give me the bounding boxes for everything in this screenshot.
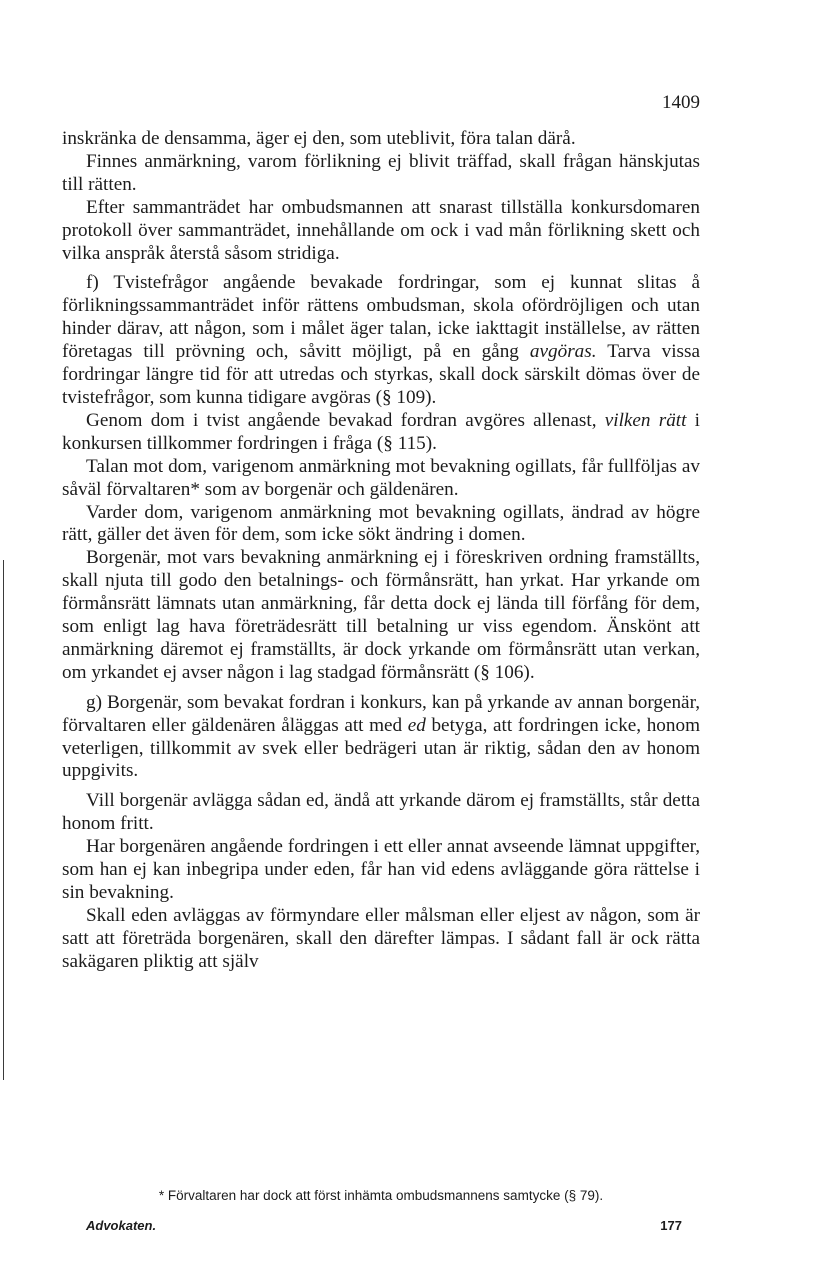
- paragraph: inskränka de densamma, äger ej den, som uteblivit, föra talan därå.: [62, 128, 576, 149]
- footer-publication: Advokaten.: [86, 1218, 157, 1233]
- page-number: 1409: [662, 92, 700, 113]
- scan-edge-line: [3, 560, 4, 1080]
- text-run: Genom dom i tvist angående bevakad fordran avgöres allenast,: [86, 409, 605, 431]
- paragraph: Borgenär, mot vars bevakning anmärkning ej i föreskriven ordning framställts, skall njuta till godo den betalnings- och förmånsrätt, han yrkat. Har yrkande om förmånsrätt lämnats utan anmärkning, får detta dock ej lända till förfång för dem, som enligt lag hava företrädesrätt till betalning ur viss egendom. Änskönt att anmärkning däremot ej framställts, är dock yrkande om förmånsrätt utan verkan, om yrkandet ej avser någon i lag stadgad förmånsrätt (§ 106).: [62, 547, 700, 683]
- text-run: g) Borgenär, som bevakat fordran i konkurs, kan på yrkande av annan borgenär, förvaltaren eller gäldenären åläggas att med: [62, 691, 700, 736]
- paragraph: [62, 410, 700, 456]
- text-run: f) Tvistefrågor angående bevakade fordringar, som ej kunnat slitas å förlikningssammanträdet inför rättens ombudsman, skola ofördröjligen och utan hinder därav, att någon, som i målet äger talan, icke iakttagit inställelse, av rätten företagas till prövning och, såvitt möjligt, på en gång: [62, 272, 700, 363]
- footnote: * Förvaltaren har dock att först inhämta ombudsmannens samtycke (§ 79).: [158, 1188, 604, 1203]
- paragraph: Skall eden avläggas av förmyndare eller målsman eller eljest av någon, som är satt att företräda borgenären, skall den därefter lämpas. I sådant fall är ock rätta sakägaren pliktig att själv: [62, 904, 700, 972]
- section-g-paragraph: [62, 692, 700, 784]
- italic-run: vilken rätt: [604, 409, 687, 431]
- paragraph: Vill borgenär avlägga sådan ed, ändå att yrkande därom ej framställts, står detta honom fritt.: [62, 790, 700, 835]
- text-run: i konkursen tillkommer fordringen i fråga (§ 115).: [62, 409, 700, 454]
- footer-signature-number: 177: [660, 1218, 682, 1233]
- paragraph: Talan mot dom, varigenom anmärkning mot bevakning ogillats, får fullföljas av såväl förvaltaren* som av borgenär och gäldenären.: [62, 455, 700, 500]
- text-run: Tarva vissa fordringar längre tid för att utredas och styrkas, skall dock särskilt dömas över de tvistefrågor, som kunna tidigare avgöras (§ 109).: [62, 341, 700, 408]
- italic-run: ed: [407, 714, 426, 736]
- italic-run: avgöras.: [529, 341, 597, 363]
- section-f-paragraph: [62, 272, 700, 409]
- paragraph: Efter sammanträdet har ombudsmannen att snarast tillställa konkursdomaren protokoll över sammanträdet, innehållande om ock i vad mån förlikning skett och vilka anspråk återstå såsom stridiga.: [62, 196, 700, 264]
- body-text: [62, 128, 700, 974]
- paragraph: Finnes anmärkning, varom förlikning ej blivit träffad, skall frågan hänskjutas till rätten.: [62, 150, 700, 195]
- paragraph: Har borgenären angående fordringen i ett eller annat avseende lämnat uppgifter, som han ej kan inbegripa under eden, får han vid edens avläggande göra rättelse i sin bevakning.: [62, 836, 700, 903]
- paragraph: Varder dom, varigenom anmärkning mot bevakning ogillats, ändrad av högre rätt, gäller det även för dem, som icke sökt ändring i domen.: [62, 501, 700, 546]
- text-run: betyga, att fordringen icke, honom veterligen, tillkommit av svek eller bedrägeri utan är riktig, sådan den av honom uppgivits.: [62, 714, 700, 782]
